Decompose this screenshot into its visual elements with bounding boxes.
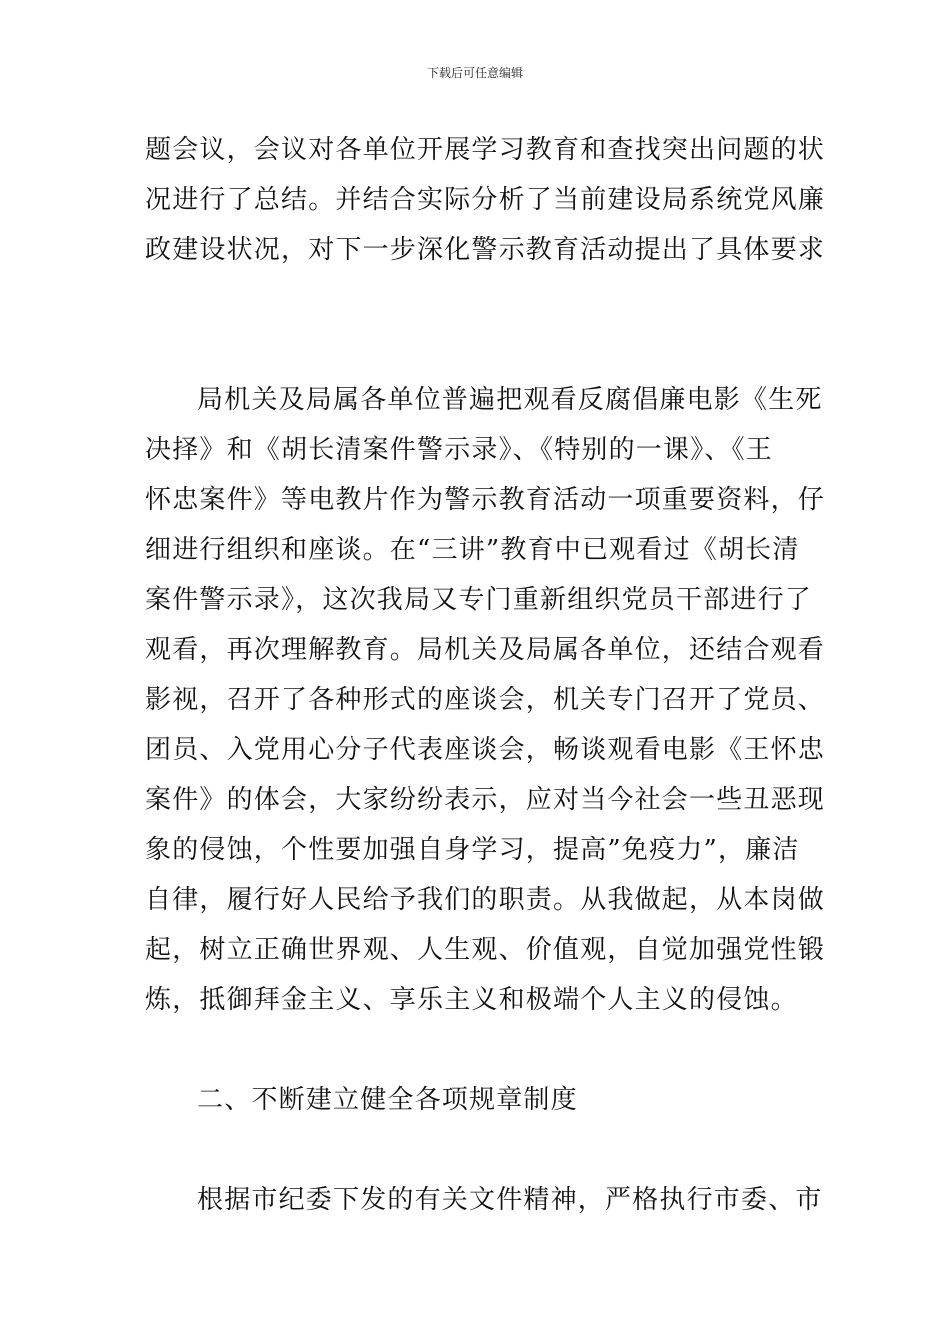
paragraph-line: 决择》和《胡长清案件警示录》、《特别的一课》、《王 bbox=[145, 435, 774, 465]
paragraph-line: 象的侵蚀，个性要加强自身学习，提高”免疫力”，廉洁 bbox=[145, 835, 800, 865]
paragraph-line: 局机关及局属各单位普遍把观看反腐倡廉电影《生死 bbox=[197, 385, 823, 415]
paragraph-line: 怀忠案件》等电教片作为警示教育活动一项重要资料，仔 bbox=[145, 485, 826, 515]
paragraph-line: 况进行了总结。并结合实际分析了当前建设局系统党风廉 bbox=[145, 185, 826, 215]
paragraph-line: 观看，再次理解教育。局机关及局属各单位，还结合观看 bbox=[145, 635, 826, 665]
paragraph-line: 起，树立正确世界观、人生观、价值观，自觉加强党性锻 bbox=[145, 935, 826, 965]
paragraph-line: 团员、入党用心分子代表座谈会，畅谈观看电影《王怀忠 bbox=[145, 735, 826, 765]
paragraph-line: 案件》的体会，大家纷纷表示，应对当今社会一些丑恶现 bbox=[145, 785, 826, 815]
paragraph-line: 细进行组织和座谈。在“三讲”教育中已观看过《胡长清 bbox=[145, 535, 800, 565]
section-heading: 二、不断建立健全各项规章制度 bbox=[197, 1085, 578, 1115]
page-header: 下载后可任意编辑 bbox=[426, 66, 523, 80]
paragraph-line: 政建设状况，对下一步深化警示教育活动提出了具体要求 bbox=[145, 235, 826, 265]
paragraph-line: 案件警示录》，这次我局又专门重新组织党员干部进行了 bbox=[145, 585, 813, 615]
paragraph-line: 根据市纪委下发的有关文件精神，严格执行市委、市 bbox=[197, 1185, 823, 1215]
paragraph-line: 自律，履行好人民给予我们的职责。从我做起，从本岗做 bbox=[145, 885, 826, 915]
paragraph-line: 影视，召开了各种形式的座谈会，机关专门召开了党员、 bbox=[145, 685, 826, 715]
paragraph-line: 炼，抵御拜金主义、享乐主义和极端个人主义的侵蚀。 bbox=[145, 985, 798, 1015]
paragraph-line: 题会议，会议对各单位开展学习教育和查找突出问题的状 bbox=[145, 135, 826, 165]
